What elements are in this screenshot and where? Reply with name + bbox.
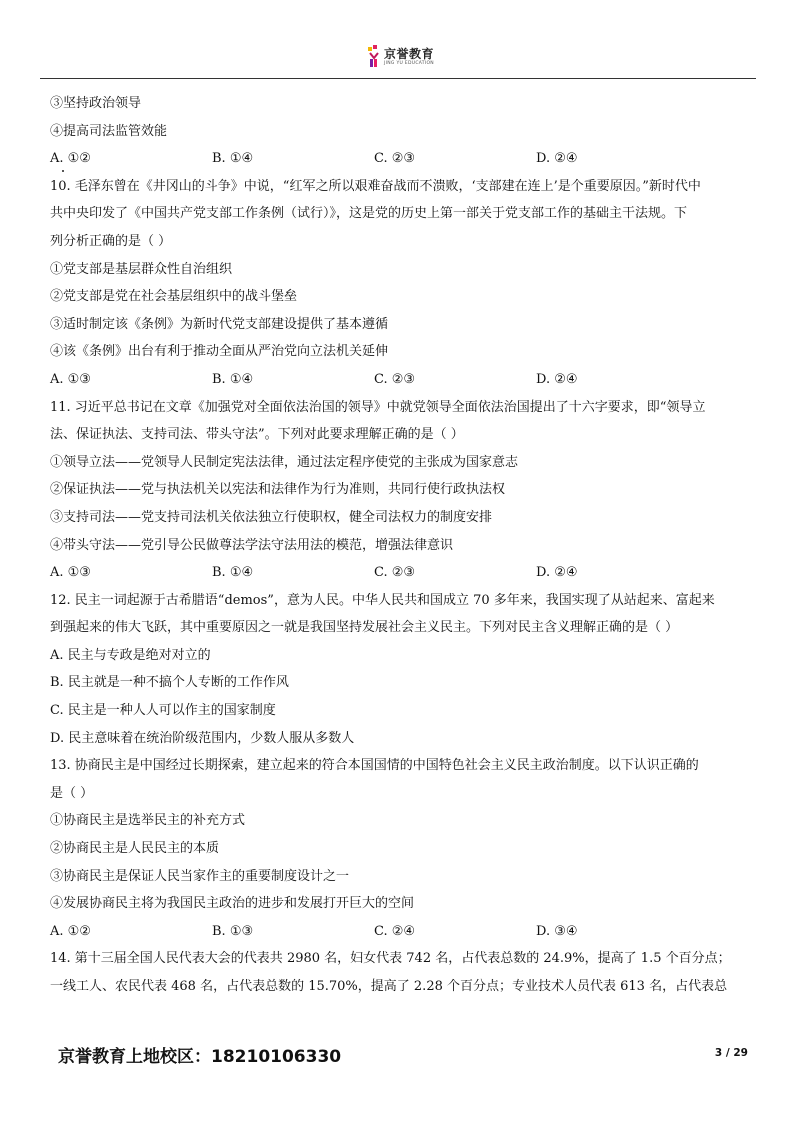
footer-contact: 京誉教育上地校区：18210106330	[58, 1047, 342, 1067]
option: D. ②④	[536, 565, 578, 581]
question-11-stem: 11. 习近平总书记在文章《加强党对全面依法治国的领导》中就党领导全面依法治国提出了十六字要求，即“领导立	[50, 399, 706, 415]
item-line: ②协商民主是人民民主的本质	[50, 841, 220, 857]
option: D. ②④	[536, 371, 578, 387]
option: A. ①②	[50, 923, 91, 939]
item-line: ①领导立法——党领导人民制定宪法法律，通过法定程序使党的主张成为国家意志	[50, 454, 519, 470]
answer-options	[50, 145, 750, 173]
item-line: ④该《条例》出台有利于推动全面从严治党向立法机关延伸	[50, 344, 389, 360]
answer-options	[50, 918, 750, 946]
logo-text-cn: 京誉教育	[384, 46, 435, 61]
option: A. 民主与专政是绝对对立的	[50, 647, 211, 663]
question-10-stem: 共中央印发了《中国共产党支部工作条例（试行）》，这是党的历史上第一部关于党支部工作的基础主干法规。下	[50, 206, 688, 222]
item-line: ④发展协商民主将为我国民主政治的进步和发展打开巨大的空间	[50, 896, 415, 912]
question-12-stem: 到强起来的伟大飞跃，其中重要原因之一就是我国坚持发展社会主义民主。下列对民主含义理解正确的是（ ）	[50, 620, 679, 636]
item-line: ③协商民主是保证人民当家作主的重要制度设计之一	[50, 868, 350, 884]
question-10-stem: 列分析正确的是（ ）	[50, 233, 172, 249]
brand-logo	[367, 42, 434, 72]
logo-mark-icon	[367, 44, 381, 70]
option: C. ②③	[374, 151, 416, 167]
option: C. ②④	[374, 923, 416, 939]
question-10-stem: 10. 毛泽东曾在《井冈山的斗争》中说，“红军之所以艰难奋战而不溃败，‘支部建在连上’是个重要原因。”新时代中	[50, 178, 701, 194]
option: D. 民主意味着在统治阶级范围内，少数人服从多数人	[50, 730, 355, 746]
question-13-stem: 13. 协商民主是中国经过长期探索，建立起来的符合本国国情的中国特色社会主义民主政治制度。以下认识正确的	[50, 758, 699, 774]
option: B. ①④	[212, 565, 254, 581]
option: D. ③④	[536, 923, 578, 939]
option: B. ①④	[212, 371, 254, 387]
option: D. ②④	[536, 151, 578, 167]
option: B. 民主就是一种不搞个人专断的工作作风	[50, 675, 289, 691]
item-line: ④提高司法监管效能	[50, 123, 168, 139]
question-14-stem: 一线工人、农民代表 468 名，占代表总数的 15.70%，提高了 2.28 个百分点；专业技术人员代表 613 名，占代表总	[50, 979, 728, 994]
page-header	[0, 0, 794, 82]
header-divider	[40, 78, 756, 79]
item-line: ③坚持政治领导	[50, 96, 142, 111]
answer-options	[50, 366, 750, 394]
item-line: ③适时制定该《条例》为新时代党支部建设提供了基本遵循	[50, 316, 389, 332]
option: C. ②③	[374, 565, 416, 581]
option: C. 民主是一种人人可以作主的国家制度	[50, 703, 276, 719]
item-line: ②党支部是党在社会基层组织中的战斗堡垒	[50, 289, 298, 305]
item-line: ①党支部是基层群众性自治组织	[50, 261, 233, 277]
logo-text-en: JING YU EDUCATION	[384, 60, 434, 66]
question-11-stem: 法、保证执法、支持司法、带头守法”。下列对此要求理解正确的是（ ）	[50, 427, 464, 443]
document-body	[50, 90, 750, 1001]
answer-options	[50, 559, 750, 587]
item-line: ①协商民主是选举民主的补充方式	[50, 813, 246, 829]
option: A. ①③	[50, 565, 91, 581]
question-13-stem: 是（ ）	[50, 785, 94, 801]
item-line: ④带头守法——党引导公民做尊法学法守法用法的模范，增强法律意识	[50, 537, 454, 553]
item-line: ③支持司法——党支持司法机关依法独立行使职权，健全司法权力的制度安排	[50, 509, 493, 525]
question-12-stem: 12. 民主一词起源于古希腊语“demos”，意为人民。中华人民共和国成立 70 多年来，我国实现了从站起来、富起来	[50, 592, 715, 608]
option: B. ①④	[212, 151, 254, 167]
option: C. ②③	[374, 371, 416, 387]
option: A. ①②	[50, 151, 91, 167]
option: B. ①③	[212, 923, 254, 939]
item-line: ②保证执法——党与执法机关以宪法和法律作为行为准则，共同行使行政执法权	[50, 482, 506, 498]
page-number: 3 / 29	[714, 1047, 748, 1059]
option: A. ①③	[50, 371, 91, 387]
question-14-stem: 14. 第十三届全国人民代表大会的代表共 2980 名，妇女代表 742 名，占代表总数的 24.9%，提高了 1.5 个百分点；	[50, 951, 731, 967]
